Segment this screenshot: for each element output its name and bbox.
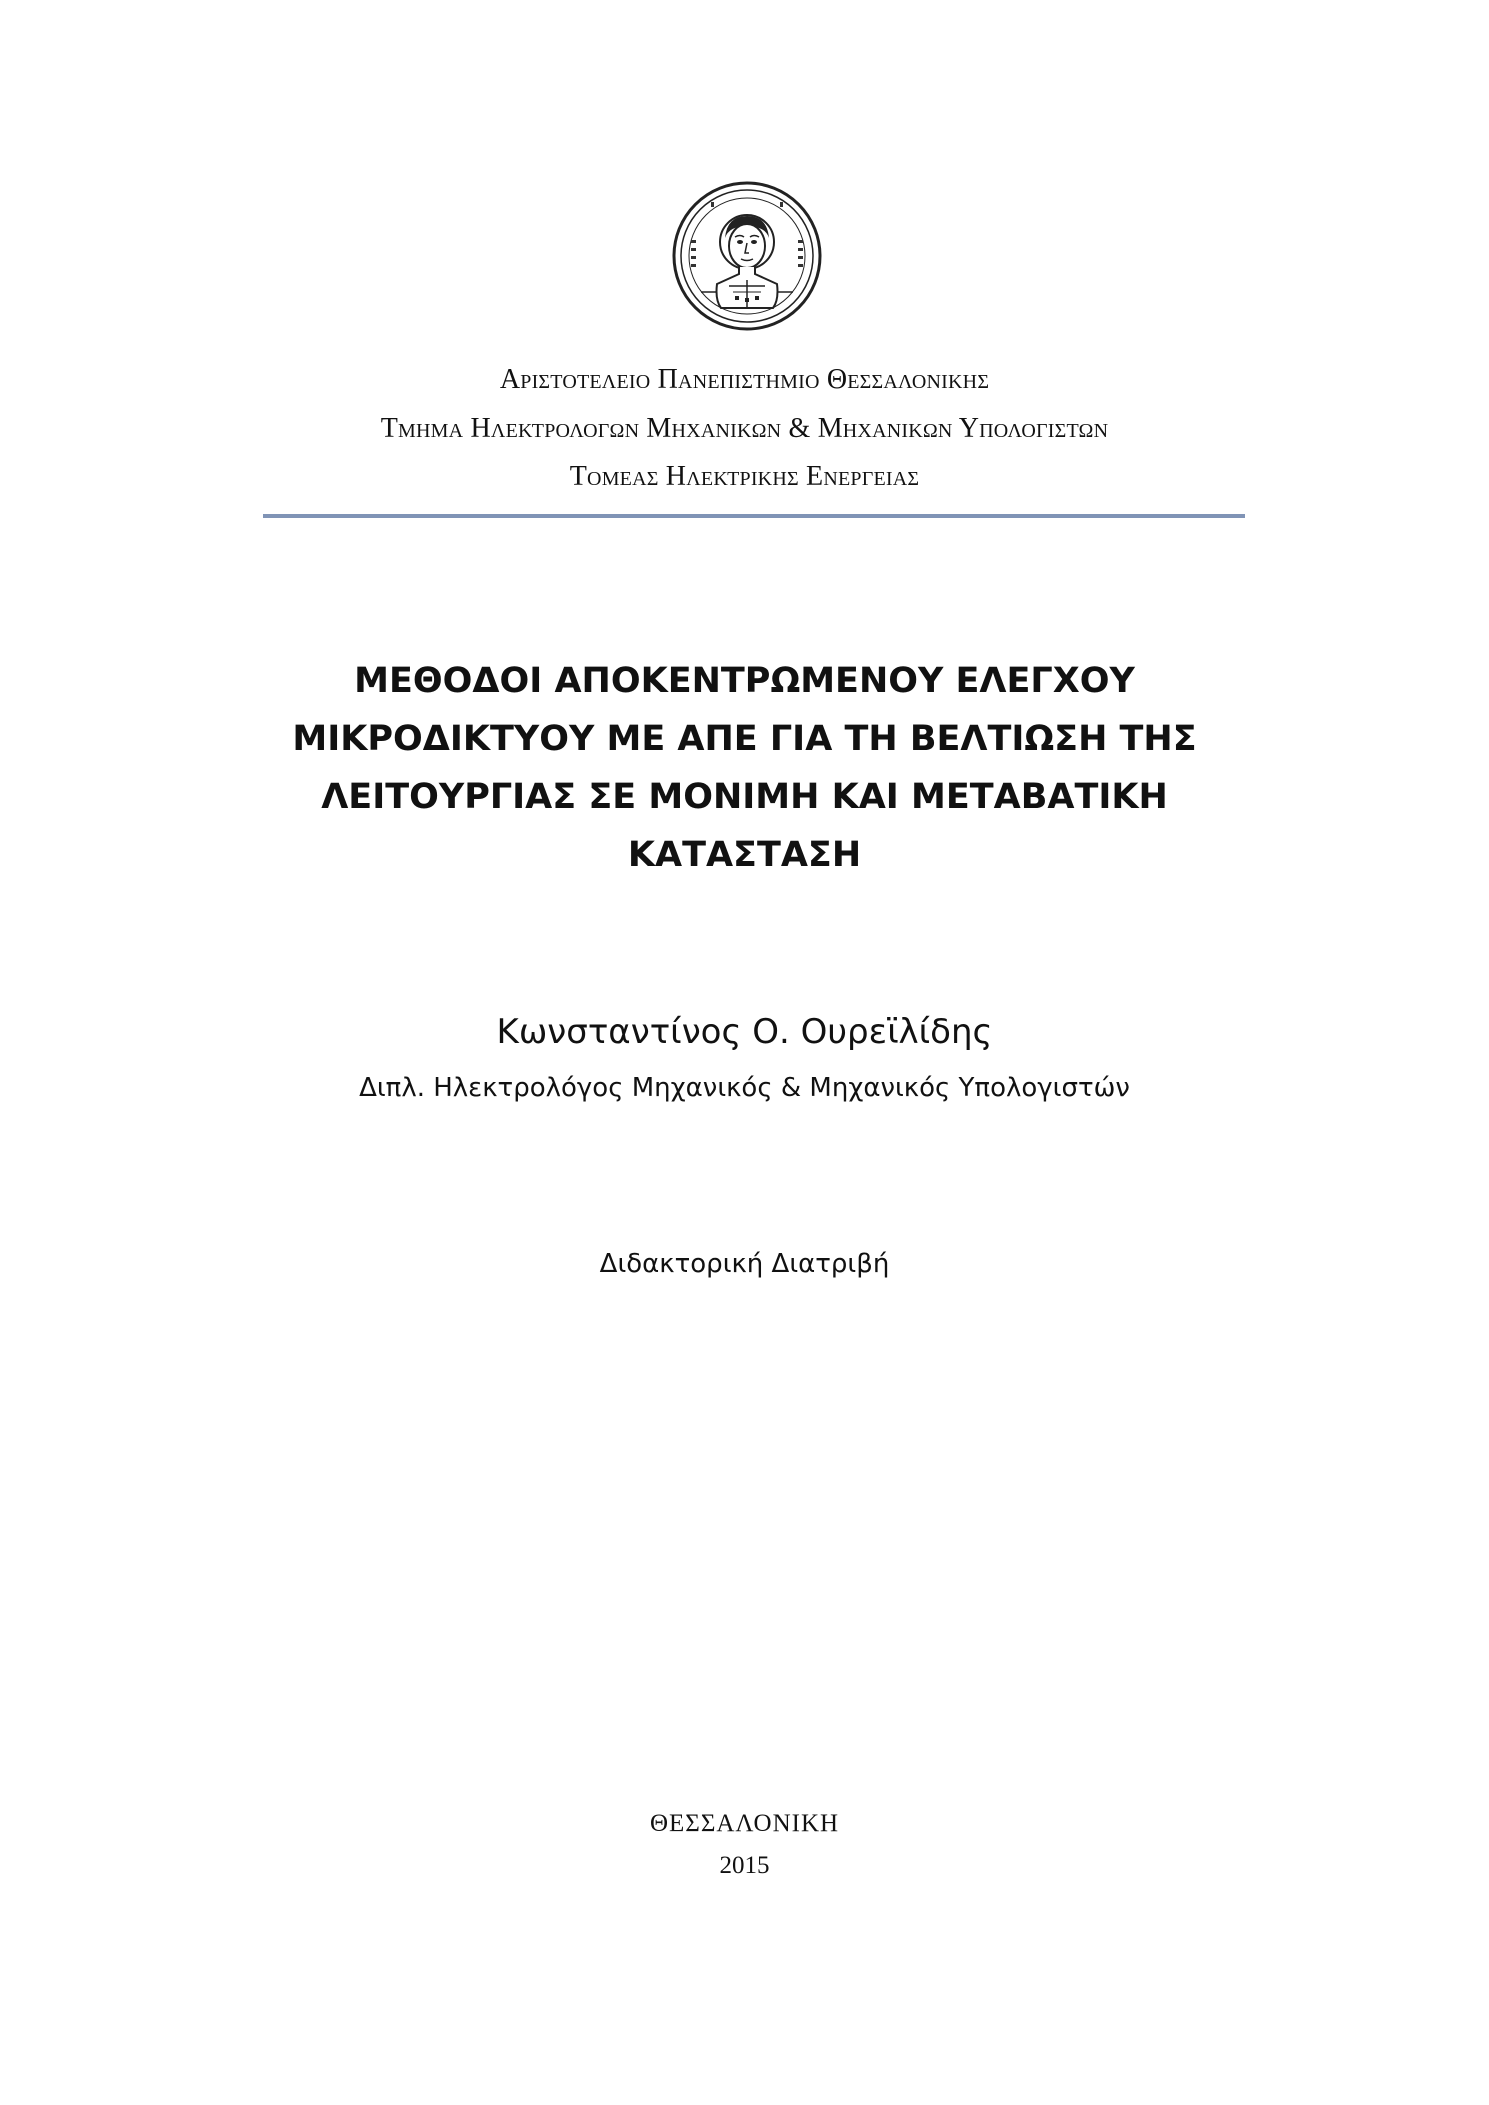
department-name: Τμημα Ηλεκτρολογων Μηχανικων & Μηχανικων Υπολογιστων [380,413,1109,444]
author-name: Κωνσταντίνος Ο. Ουρεϊλίδης [496,1012,993,1052]
thesis-title-line: ΚΑΤΑΣΤΑΣΗ [627,835,862,875]
institution-name: Αριστοτελειο Πανεπιστημιο Θεσσαλονικησ [499,364,990,395]
publication-city: ΘΕΣΣΑΛΟΝΙΚΗ [649,1810,840,1837]
sector-name: Τομεασ Ηλεκτρικησ Ενεργειασ [569,461,920,492]
thesis-title-line: ΛΕΙΤΟΥΡΓΙΑΣ ΣΕ ΜΟΝΙΜΗ ΚΑΙ ΜΕΤΑΒΑΤΙΚΗ [321,777,1168,817]
university-seal-icon [671,180,823,332]
thesis-title [200,652,1289,884]
author-degree: Διπλ. Ηλεκτρολόγος Μηχανικός & Μηχανικός Υπολογιστών [359,1073,1130,1103]
document-type: Διδακτορική Διατριβή [599,1249,890,1279]
publication-year: 2015 [719,1852,770,1879]
thesis-title-line: ΜΙΚΡΟΔΙΚΤΥΟΥ ΜΕ ΑΠΕ ΓΙΑ ΤΗ ΒΕΛΤΙΩΣΗ ΤΗΣ [292,719,1197,759]
thesis-title-line: ΜΕΘΟΔΟΙ ΑΠΟΚΕΝΤΡΩΜΕΝΟΥ ΕΛΕΓΧΟΥ [354,661,1135,701]
header-divider [263,514,1245,518]
